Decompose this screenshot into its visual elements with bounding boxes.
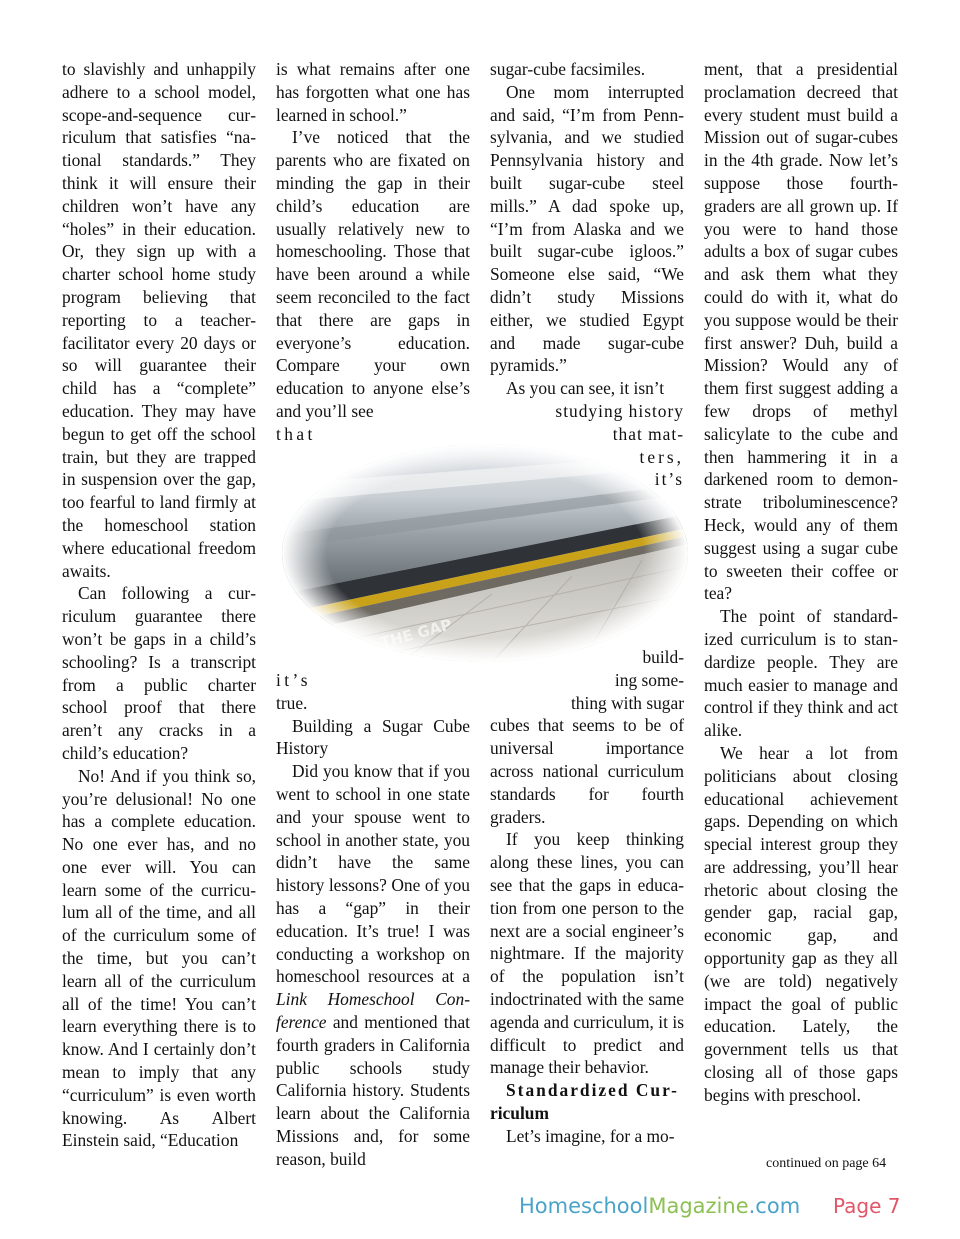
paragraph: ment, that a presidential proclamation decreed that every student must build a Mission out of sugar-cubes in the 4th grade. Now let’s suppose those fourth-graders are all grown up. If you were to hand those adults a box of sugar cubes and ask them what they could do with it, what do you suppose would be their first answer? Duh, build a Mission? Would any of them first suggest adding a few drops of methyl salicylate to the cube and then hammering it in a darkened room to demonstrate triboluminescence? Heck, would any of them suggest using a sugar cube to sweeten their coffee or tea?: [704, 59, 898, 604]
paragraph: sugar-cube facsimiles.: [490, 59, 646, 79]
site-name-part: Homeschool: [519, 1194, 649, 1218]
section-heading: Building a Sugar Cube History: [276, 715, 470, 759]
magazine-site-link[interactable]: [519, 1194, 800, 1218]
paragraph-fragment: ters,: [639, 446, 684, 467]
paragraph: [276, 760, 470, 1170]
paragraph: Can following a curriculum guarantee there won’t be gaps in a child’s schooling? Is a transcript from a public charter school proof that there aren’t any cracks in a child’s education?: [62, 583, 256, 763]
paragraph-fragment: it’s: [276, 670, 311, 690]
paragraph-fragment: thing with sugar: [570, 692, 684, 713]
paragraph: If you keep thinking along these lines, you can see that the gaps in education from one person to the next are a social engineer’s nightmare. If the majority of the population isn’t indoctrinated with the same agenda and curriculum, it is difficult to predict and manage their behavior.: [490, 829, 684, 1078]
page-number: Page 7: [833, 1194, 901, 1218]
section-heading-part: Standardized Cur-: [506, 1080, 679, 1101]
paragraph-text: and mentioned that fourth graders in California public schools study California history. Students learn about the California Missions and, for some reason, build: [276, 1011, 470, 1169]
paragraph-fragment: it’s: [654, 469, 684, 490]
paragraph: is what remains after one has forgotten what one has learned in school.”: [276, 59, 470, 125]
paragraph-fragment: studying history: [555, 400, 684, 421]
section-heading: [490, 1079, 684, 1125]
paragraph: No! And if you think so, you’re delusional! No one has a complete education. No one ever has, and no one ever will. You can learn some of the curriculum all of the time, and all of the curriculum some of the time, but you can’t learn all of the curriculum all of the time! You can’t learn everything there is to know. And I certainly don’t mean to imply that any “curriculum” is even worth knowing. As Albert Einstein said, “Education: [62, 765, 256, 1151]
site-name-part: .com: [748, 1194, 801, 1218]
article-column-2-lower: [276, 669, 470, 1171]
paragraph-fragment: true.: [276, 692, 308, 713]
continued-note: continued on page 64: [766, 1156, 887, 1171]
paragraph: One mom interrupted and said, “I’m from Pennsylvania, and we studied Pennsylvania history and built sugar-cube steel mills.” A dad spoke up, “I’m from Alaska and we built sugar-cube igloos.” Someone else said, “We didn’t study Missions either, we studied Egypt and made sugar-cube pyramids.”: [490, 81, 684, 376]
publication-title: Link Homeschool Conference: [276, 989, 470, 1032]
paragraph-fragment: As you can see, it isn’t: [506, 378, 665, 399]
paragraph-fragment: ing some-: [614, 669, 684, 690]
site-name-part: Magazine: [648, 1194, 749, 1218]
paragraph-fragment: build-: [642, 647, 684, 667]
paragraph-fragment: that: [276, 423, 316, 444]
article-column-1: [62, 58, 256, 1152]
article-column-2: [276, 58, 470, 458]
paragraph: I’ve noticed that the parents who are fixated on minding the gap in their child’s education are usually relatively new to homeschooling. Those that have been around a while seem reconciled to the fact that there are gaps in everyone’s education. Compare your own education to anyone else’s and you’ll see: [276, 127, 470, 421]
article-column-3-lower: [490, 646, 684, 1148]
article-column-4: [704, 58, 898, 1107]
paragraph-fragment: that mat-: [612, 423, 684, 444]
paragraph: The point of standardized curriculum is to standardize people. They are much easier to manage and control if they think and act alike.: [704, 606, 898, 741]
paragraph: Let’s imagine, for a mo-: [506, 1125, 675, 1146]
paragraph: We hear a lot from politicians about closing educational achievement gaps. Depending on which special interest group they are addressing, you’ll hear rhetoric about closing the gender gap, racial gap, economic gap, and opportunity gap as they all (we are told) negatively impact the goal of public education. Lately, the government tells us that closing all of those gaps begins with preschool.: [704, 742, 898, 1105]
article-column-3: [490, 58, 684, 491]
paragraph: to slavishly and unhappily adhere to a school model, scope-and-sequence curriculum that satisfies “national standards.” They think it will ensure their children won’t have any “holes” in their education. Or, they sign up with a charter school home study program believing that reporting to a teacher-facilitator every 20 days or so will guarantee their child has a “complete” education. They may have begun to get off the school train, but they are trapped in suspension over the gap, too fearful to land firmly at the homeschool station where educational freedom awaits.: [62, 59, 256, 581]
paragraph: cubes that seems to be of universal importance across national curriculum standards for fourth graders.: [490, 715, 684, 827]
section-heading-part: riculum: [490, 1102, 549, 1123]
paragraph-text: Did you know that if you went to school in one state and your spouse went to school in another state, you didn’t have the same history lessons? One of you has a “gap” in their education. It’s true! I was conducting a workshop on homeschool resources at a: [276, 761, 470, 987]
subway-gap-photo: [282, 444, 688, 662]
